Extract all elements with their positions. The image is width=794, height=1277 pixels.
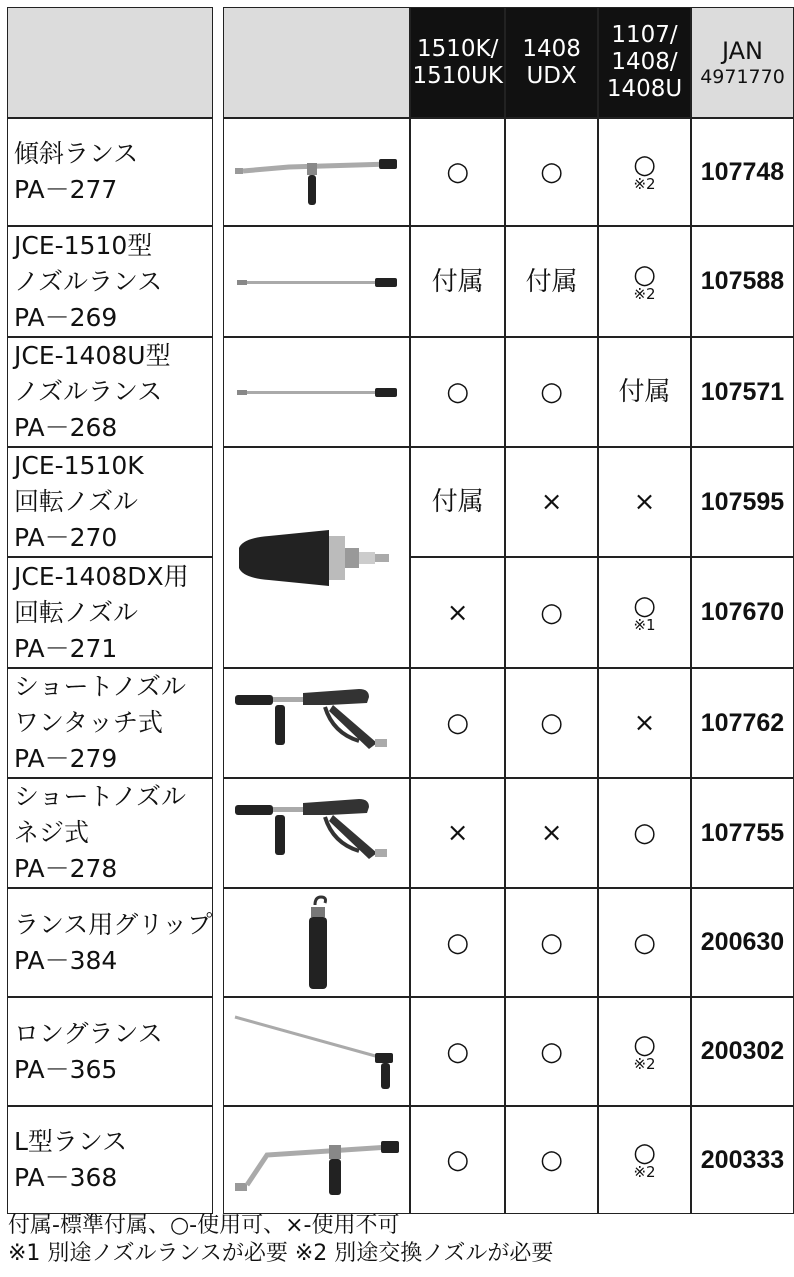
mark-note: ※2 [633,1163,656,1181]
compatibility-table [7,7,794,1214]
mark-symbol: ○ [540,1036,563,1067]
jan-code: 107595 [691,447,794,557]
product-name-line: JCE-1510型 [14,230,153,260]
compatibility-mark [505,118,598,226]
mark-symbol: ○ [540,1145,563,1175]
product-name-line: JCE-1510K [14,451,144,480]
short-nozzle-gun-icon [224,683,409,763]
table-row [7,1106,794,1214]
product-image [223,337,410,447]
mark-symbol: ○ [540,157,563,187]
mark-note: ※1 [633,615,656,634]
legend-line-2: ※1 別途ノズルランスが必要 ※2 別途交換ノズルが必要 [8,1241,554,1266]
product-image [223,997,410,1106]
compatibility-mark [598,337,691,447]
jan-prefix: 4971770 [700,65,785,88]
mark-symbol: ○ [540,927,563,958]
header-model-1107-1408: 1107/ 1408/ 1408U [598,7,691,118]
product-name [7,447,213,557]
column-gap [213,7,223,118]
product-name-line: PA－277 [14,175,118,204]
mark-symbol: 付属 [618,377,671,407]
compatibility-mark [598,778,691,888]
column-gap [213,668,223,778]
product-image [223,668,410,778]
compatibility-mark [410,997,505,1106]
product-name-line: ランス用グリップ [14,909,213,939]
mark-symbol: 付属 [431,487,484,517]
mark-symbol: ○ [446,1145,470,1175]
product-name-line: ショートノズル [14,782,187,811]
jan-code: 200302 [691,997,794,1106]
jan-code: 107755 [691,778,794,888]
product-image [223,226,410,337]
compatibility-mark [505,997,598,1106]
product-image [223,118,410,226]
column-gap [213,888,223,997]
compatibility-mark [598,997,691,1106]
mark-symbol: ○ [633,818,656,848]
compatibility-mark [410,337,505,447]
compatibility-mark [598,557,691,668]
product-image [223,1106,410,1214]
table-row [7,118,794,226]
header-blank-name [7,7,213,118]
header-row [7,7,794,118]
product-name [7,557,213,668]
compatibility-mark [505,778,598,888]
compatibility-mark [410,118,505,226]
compatibility-mark [505,447,598,557]
column-gap [213,118,223,226]
column-gap [213,447,223,557]
product-name-line: PA－368 [14,1163,118,1192]
table-row [7,997,794,1106]
mark-symbol: ○ [633,590,656,621]
compatibility-mark [410,557,505,668]
l-lance-icon [224,1115,409,1205]
mark-symbol: × [446,597,469,628]
mark-symbol: ○ [540,377,563,407]
long-lance-icon [224,1007,409,1097]
jan-code: 107588 [691,226,794,337]
table-row [7,337,794,447]
compatibility-mark [598,1106,691,1214]
mark-symbol: × [540,487,563,517]
table-row [7,668,794,778]
compatibility-mark [505,337,598,447]
compatibility-mark [598,888,691,997]
product-name [7,337,213,447]
product-name [7,997,213,1106]
product-name-line: PA－268 [14,413,118,442]
mark-symbol: × [540,818,563,848]
header-jan [691,7,794,118]
header-blank-image [223,7,410,118]
compatibility-mark [410,668,505,778]
compatibility-mark [598,447,691,557]
header-model-1408udx: 1408 UDX [505,7,598,118]
compatibility-mark [505,888,598,997]
product-name-line: 傾斜ランス [14,139,139,168]
compatibility-mark [410,1106,505,1214]
mark-symbol: ○ [446,1036,470,1067]
product-name [7,226,213,337]
table-row [7,226,794,337]
product-name-line: ロングランス [14,1018,163,1048]
mark-symbol: ○ [446,377,470,407]
product-name-line: 回転ノズル [14,487,139,516]
legend-line-1: 付属-標準付属、○-使用可、×-使用不可 [8,1213,400,1238]
product-name-line: ネジ式 [14,818,90,847]
compatibility-mark [505,668,598,778]
product-name-line: ノズルランス [14,377,163,406]
column-gap [213,778,223,888]
compatibility-mark [505,1106,598,1214]
product-name-line: L型ランス [14,1127,128,1156]
header-model-1510k: 1510K/ 1510UK [410,7,505,118]
jan-code: 107571 [691,337,794,447]
product-name [7,888,213,997]
mark-symbol: × [446,818,469,848]
column-gap [213,1106,223,1214]
product-name-line: ワンタッチ式 [14,708,164,737]
product-name [7,1106,213,1214]
mark-note: ※2 [633,175,656,193]
product-image [223,447,410,668]
product-name [7,778,213,888]
product-name [7,118,213,226]
product-name-line: PA－270 [14,523,118,552]
product-name [7,668,213,778]
product-name-line: PA－269 [14,302,118,332]
mark-symbol: × [633,708,656,738]
mark-symbol: ○ [633,1029,656,1060]
column-gap [213,557,223,668]
compatibility-mark [410,888,505,997]
product-image [223,778,410,888]
mark-symbol: 付属 [525,266,578,297]
product-name-line: PA－279 [14,744,118,773]
compatibility-mark [410,226,505,337]
column-gap [213,997,223,1106]
product-name-line: 回転ノズル [14,597,139,627]
mark-symbol: × [633,487,656,517]
product-name-line: JCE-1408U型 [14,341,171,370]
product-name-line: PA－278 [14,854,118,883]
compatibility-mark [505,557,598,668]
compatibility-mark [410,447,505,557]
mark-note: ※2 [633,1054,656,1073]
jan-code: 200630 [691,888,794,997]
compatibility-mark [505,226,598,337]
table-row [7,888,794,997]
angled-lance-icon [224,137,409,207]
mark-symbol: ○ [633,259,656,290]
compatibility-mark [410,778,505,888]
table-row [7,447,794,557]
jan-code: 107670 [691,557,794,668]
mark-symbol: ○ [446,927,470,958]
product-name-line: PA－271 [14,633,118,663]
nozzle-lance-icon [224,262,409,302]
mark-symbol: 付属 [431,266,484,297]
product-name-line: JCE-1408DX用 [14,561,189,591]
jan-label: JAN [721,36,764,65]
rotary-nozzle-icon [224,518,409,598]
table-row [7,778,794,888]
product-name-line: PA－384 [14,945,118,975]
column-gap [213,337,223,447]
column-gap [213,226,223,337]
jan-code: 107748 [691,118,794,226]
mark-symbol: ○ [540,708,563,738]
product-image [223,888,410,997]
mark-symbol: ○ [540,597,563,628]
mark-symbol: ○ [633,1138,656,1168]
product-name-line: PA－365 [14,1054,118,1084]
nozzle-lance-icon [224,372,409,412]
mark-note: ※2 [633,284,656,303]
lance-grip-icon [224,893,409,993]
product-name-line: ノズルランス [14,266,163,296]
compatibility-mark [598,668,691,778]
mark-symbol: ○ [446,708,470,738]
mark-symbol: ○ [446,157,470,187]
short-nozzle-gun-icon [224,793,409,873]
compatibility-mark [598,118,691,226]
product-name-line: ショートノズル [14,672,187,701]
mark-symbol: ○ [633,150,656,180]
compatibility-mark [598,226,691,337]
jan-code: 200333 [691,1106,794,1214]
jan-code: 107762 [691,668,794,778]
mark-symbol: ○ [633,927,656,958]
